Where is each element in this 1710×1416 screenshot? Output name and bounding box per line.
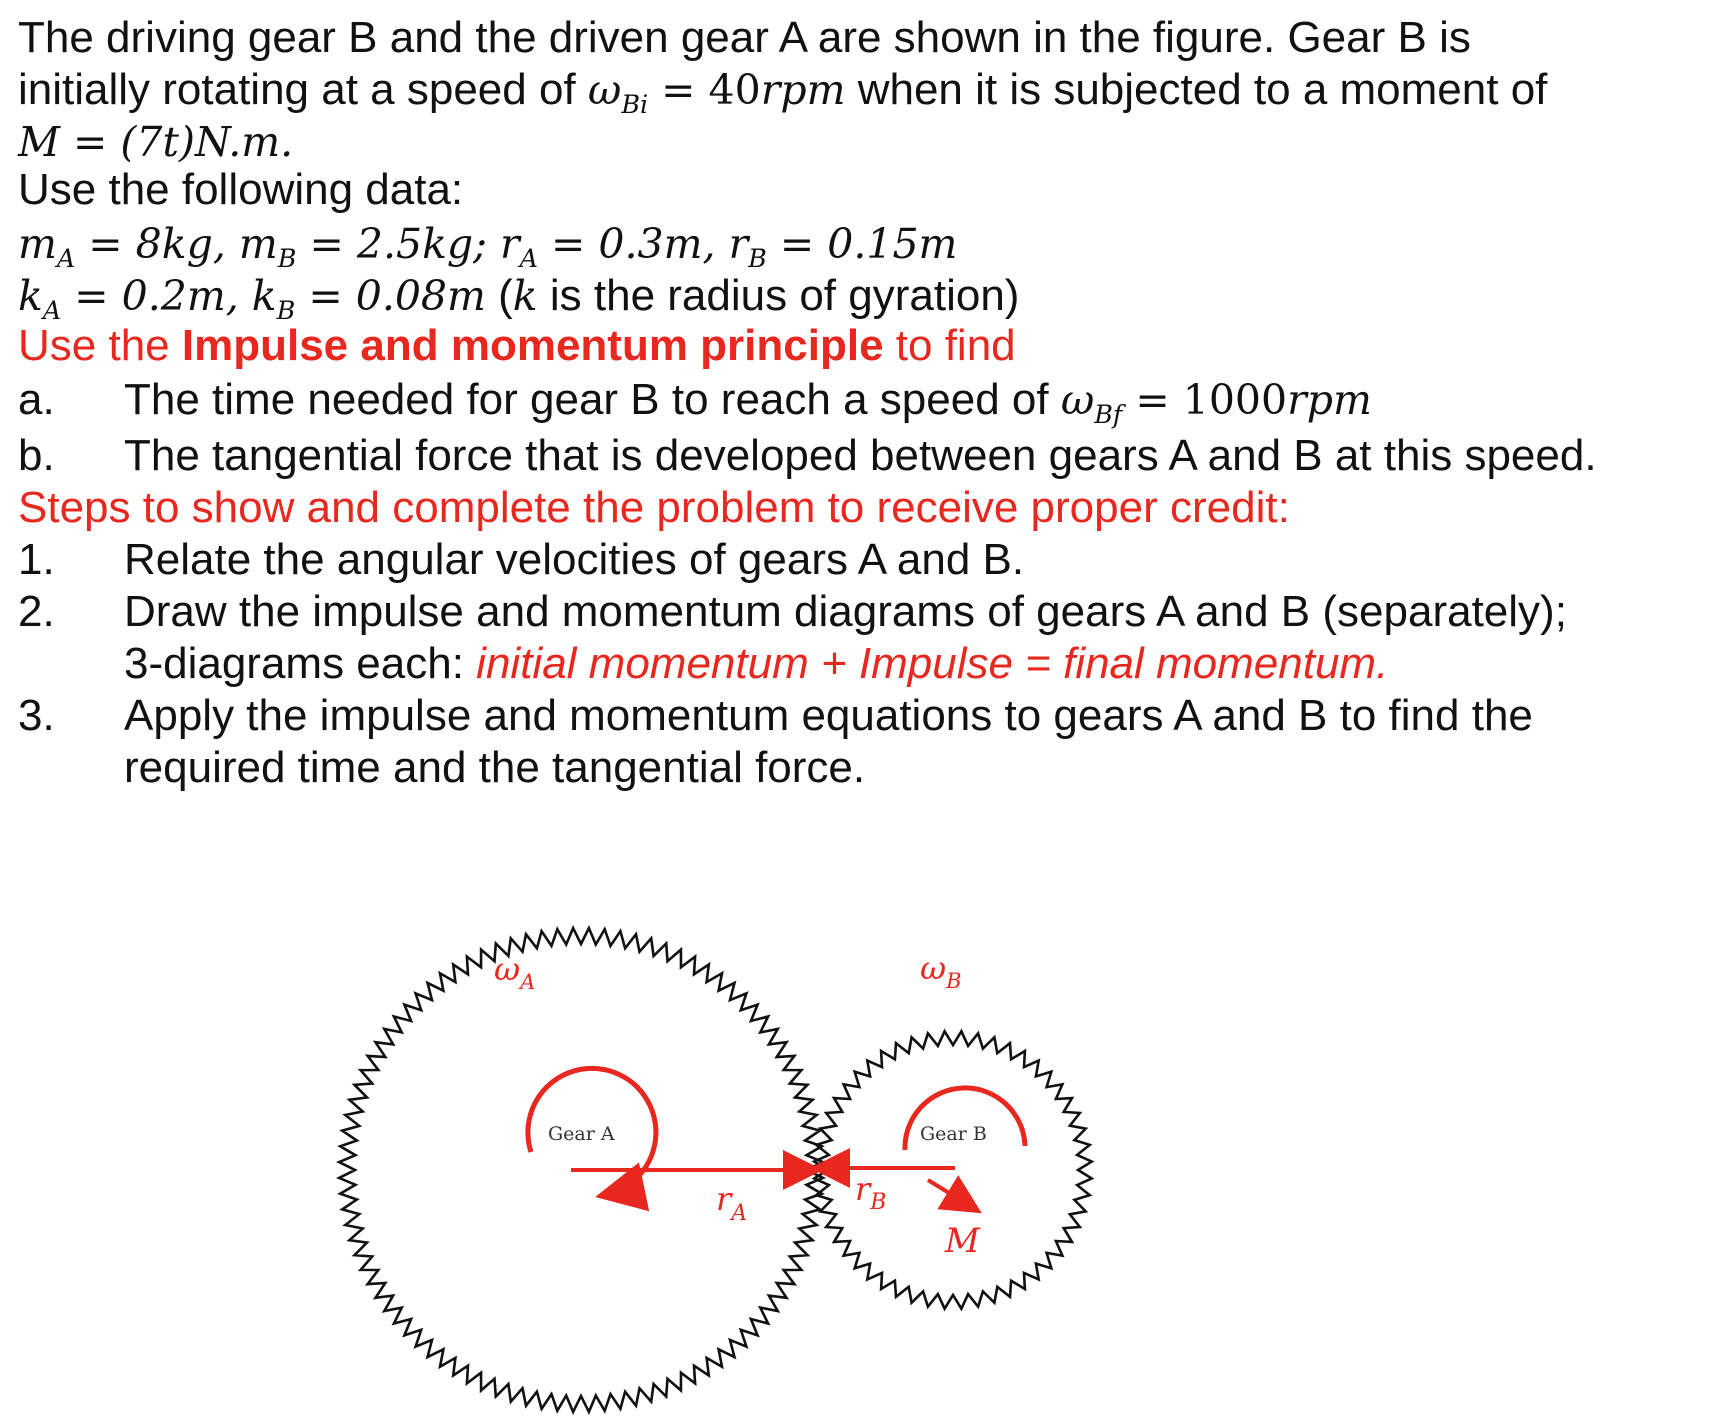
gyration-b-value: = 0.08m [295, 272, 486, 320]
omega-bi-subscript: Bi [621, 88, 649, 119]
instruction-prefix: Use the [18, 321, 182, 370]
moment-expression: M = (7t)N.m. [18, 118, 294, 166]
question-b-text: The tangential force that is developed between gears A and B at this speed. [124, 431, 1597, 480]
radius-a-value: = 0.3m, r [538, 220, 749, 268]
gyration-a-symbol: k [18, 272, 43, 320]
data-line-1 [18, 216, 957, 272]
omega-bf-expression [1060, 376, 1372, 429]
gyration-a-value: = 0.2m, k [61, 272, 277, 320]
step-2-continuation [124, 636, 1388, 692]
gyration-b-subscript: B [276, 294, 296, 325]
gyration-a-subscript: A [42, 294, 62, 325]
mass-a-value: = 8kg, m [75, 220, 278, 268]
omega-bf-subscript: Bf [1094, 398, 1123, 429]
omega-b-symbol: ω [920, 949, 947, 987]
instruction-line [18, 318, 1016, 374]
step-1-marker: 1. [18, 535, 55, 584]
radius-b-value: = 0.15m [766, 220, 958, 268]
problem-line-2-suffix: when it is subjected to a moment of [845, 65, 1548, 114]
steps-heading [18, 480, 1290, 536]
omega-bi-unit: rpm [760, 66, 846, 114]
question-a-text: The time needed for gear B to reach a speed of [124, 375, 1061, 424]
radius-b-subscript: B [870, 1190, 887, 1215]
problem-line-2 [18, 62, 1547, 118]
radius-b-label [855, 1170, 886, 1215]
data-line-2-math [18, 272, 486, 325]
omega-bi-value: = 40 [648, 66, 761, 114]
radius-a-subscript: A [519, 242, 538, 273]
omega-b-subscript: B [946, 969, 962, 993]
question-a [124, 372, 1372, 428]
mass-a-symbol: m [18, 220, 57, 268]
omega-bi-expression [587, 66, 846, 119]
omega-a-subscript: A [520, 970, 536, 994]
question-b-marker: b. [18, 431, 55, 480]
radius-b-subscript: B [748, 242, 767, 273]
instruction-suffix: to find [883, 321, 1016, 370]
omega-bi-symbol: ω [587, 66, 622, 114]
data-line-1-math [18, 220, 958, 273]
omega-a-label [494, 950, 535, 994]
note-k-symbol: k [512, 272, 538, 320]
data-heading-text: Use the following data: [18, 165, 464, 214]
gear-figure [0, 880, 1710, 1416]
gear-a-label: Gear A [548, 1123, 615, 1145]
moment-label: M [945, 1221, 980, 1261]
mass-a-subscript: A [56, 242, 76, 273]
moment-arrow [928, 1180, 975, 1209]
step-2 [124, 584, 1567, 640]
question-a-marker: a. [18, 375, 55, 424]
note-open: ( [485, 271, 513, 320]
step-2-text: Draw the impulse and momentum diagrams of gears A and B (separately); [124, 587, 1567, 636]
data-line-2 [18, 268, 1019, 324]
mass-b-subscript: B [277, 242, 297, 273]
step-3-marker: 3. [18, 691, 55, 740]
radius-a-subscript: A [731, 1201, 748, 1226]
step-1-text: Relate the angular velocities of gears A and B. [124, 535, 1025, 584]
problem-line-1-text: The driving gear B and the driven gear A are shown in the figure. Gear B is [18, 13, 1471, 62]
step-2-text2-prefix: 3-diagrams each: [124, 639, 477, 688]
step-1 [124, 532, 1024, 588]
problem-line-1 [18, 10, 1471, 66]
gear-b-label: Gear B [920, 1123, 987, 1145]
radius-b-symbol: r [855, 1170, 871, 1208]
radius-a-symbol: r [716, 1180, 732, 1218]
step-3-text: Apply the impulse and momentum equations to gears A and B to find the [124, 691, 1533, 740]
data-heading [18, 162, 463, 218]
steps-heading-text: Steps to show and complete the problem to receive proper credit: [18, 483, 1290, 532]
radius-a-label [716, 1180, 747, 1226]
question-b [124, 428, 1597, 484]
omega-a-symbol: ω [494, 950, 521, 988]
step-2-equation: initial momentum + Impulse = final momentum. [476, 639, 1389, 688]
step-3 [124, 688, 1533, 744]
mass-b-value: = 2.5kg; r [296, 220, 520, 268]
instruction-bold: Impulse and momentum principle [181, 321, 884, 370]
note-text: is the radius of gyration) [537, 271, 1020, 320]
omega-bf-value: = 1000 [1122, 376, 1288, 424]
omega-bf-symbol: ω [1060, 376, 1095, 424]
omega-b-label [920, 949, 962, 993]
step-3-continuation [124, 740, 865, 796]
problem-line-2-prefix: initially rotating at a speed of [18, 65, 576, 114]
omega-bf-unit: rpm [1287, 376, 1372, 424]
step-3-text2: required time and the tangential force. [124, 743, 866, 792]
step-2-marker: 2. [18, 587, 55, 636]
